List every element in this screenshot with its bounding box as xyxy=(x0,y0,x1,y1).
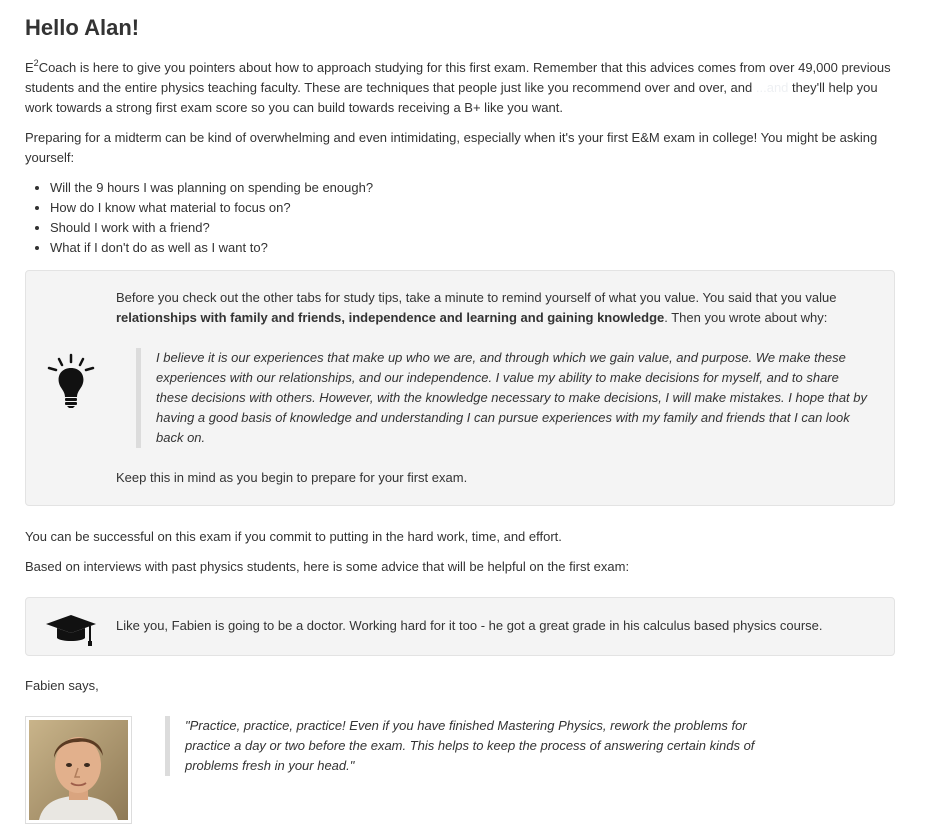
values-closing: Keep this in mind as you begin to prepare for your first exam. xyxy=(116,470,468,485)
values-lead xyxy=(116,288,870,328)
list-item: • How do I know what material to focus on? xyxy=(50,198,896,218)
values-quote: I believe it is our experiences that make up who we are, and through which we gain value, and purpose. We make these experiences with our relationships, and our independence. I value my ability to make decisions for myself, and to share these decisions with others. However, with the knowledge necessary to make decisions, I will make mistakes. I hope that by having a good basis of knowledge and understanding I can pursue experiences with my family and friends that I can look back on. xyxy=(136,348,870,448)
values-lead-end: . Then you wrote about why: xyxy=(664,310,828,325)
avatar xyxy=(25,716,132,824)
advisor-text: Like you, Fabien is going to be a doctor. Working hard for it too - he got a great grade in his calculus based physics course. xyxy=(116,618,823,633)
intro-text: Coach is here to give you pointers about how to approach studying for this first exam. Remember that this advices comes from over 49,000 previous students and the entire physics teaching faculty. These are techniques that people just like you recommend over and over, and xyxy=(25,60,891,95)
advisor-quote-row xyxy=(25,716,896,831)
advisor-photo xyxy=(29,720,128,820)
preparing-paragraph: Preparing for a midterm can be kind of overwhelming and even intimidating, especially when it's your first E&M exam in college! You might be asking yourself: xyxy=(25,130,878,165)
advisor-quote: "Practice, practice, practice! Even if you have finished Mastering Physics, rework the problems for practice a day or two before the exam. This helps to keep the process of answering certain kinds of problems fresh in your head." xyxy=(165,716,765,776)
page-title: Hello Alan! xyxy=(25,15,140,40)
list-item: • Should I work with a friend? xyxy=(50,218,896,238)
questions-list xyxy=(25,178,896,258)
lightbulb-icon xyxy=(46,353,96,409)
list-item: • Will the 9 hours I was planning on spending be enough? xyxy=(50,178,896,198)
values-bold: relationships with family and friends, independence and learning and gaining knowledge xyxy=(116,310,665,325)
list-item: • What if I don't do as well as I want to? xyxy=(50,238,896,258)
advisor-says: Fabien says, xyxy=(25,678,99,693)
intro-paragraph xyxy=(25,58,896,118)
intro-text-end: they'll help you work towards a strong first exam score so you can build towards receiving a B+ like you want. xyxy=(25,80,878,115)
values-lead-text: Before you check out the other tabs for study tips, take a minute to remind yourself of what you value. You said that you value xyxy=(116,290,837,305)
values-reminder-box xyxy=(25,270,895,506)
intro-faded-text: ...and xyxy=(755,80,789,95)
advice-intro: Based on interviews with past physics students, here is some advice that will be helpful on the first exam: xyxy=(25,559,630,574)
brand-prefix: E xyxy=(25,60,34,75)
brand-superscript: 2 xyxy=(33,57,39,68)
graduation-cap-icon xyxy=(44,611,98,647)
success-paragraph: You can be successful on this exam if you commit to putting in the hard work, time, and effort. xyxy=(25,529,562,544)
advisor-box xyxy=(25,597,895,656)
